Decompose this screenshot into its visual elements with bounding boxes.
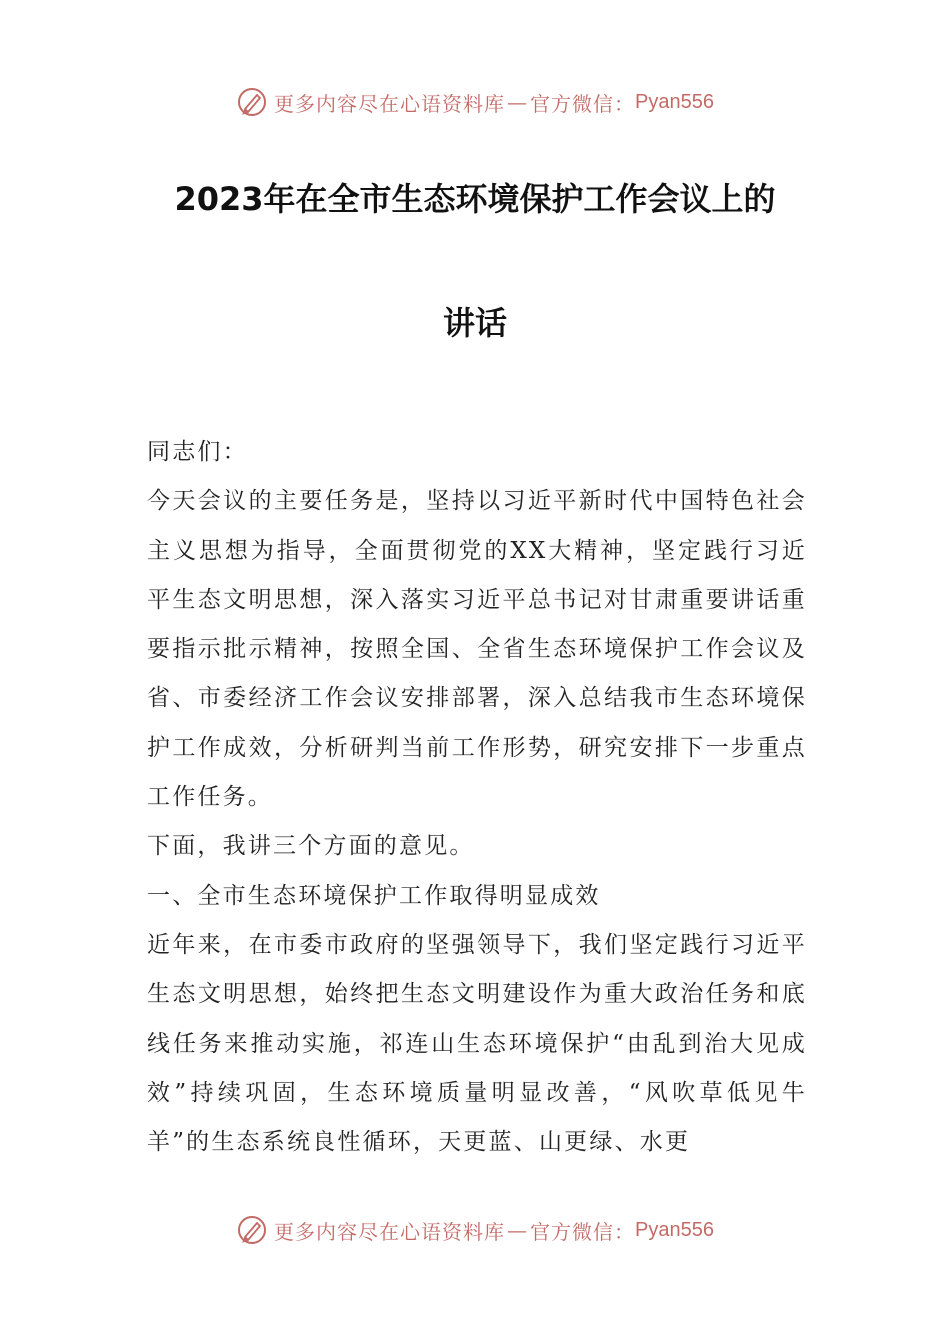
watermark-dash: — <box>507 90 529 114</box>
watermark-site-name: 更多内容尽在心语资料库 <box>274 1219 506 1244</box>
watermark-wechat-label: 官方微信： <box>530 91 636 116</box>
document-title-line2: 讲话 <box>442 304 507 342</box>
watermark-site-name: 更多内容尽在心语资料库 <box>274 91 506 116</box>
document-title-line1: 2023年在全市生态环境保护工作会议上的 <box>174 180 776 218</box>
paragraph-outline: 下面，我讲三个方面的意见。 <box>147 833 475 860</box>
paragraph-achievements: 近年来，在市委市政府的坚强领导下，我们坚定践行习近平生态文明思想，始终把生态文明建设作为重大政治任务和底线任务来推动实施，祁连山生态环境保护“由乱到治大见成效”持续巩固，生态环境质量明显改善，“风吹草低见牛羊”的生态系统良性循环，天更蓝、山更绿、水更 <box>147 931 807 1156</box>
watermark-wechat-id: Pyan556 <box>635 1218 714 1241</box>
pen-logo-icon <box>236 1214 268 1246</box>
paragraph-meeting-task: 今天会议的主要任务是，坚持以习近平新时代中国特色社会主义思想为指导，全面贯彻党的XX大精神，坚定践行习近平生态文明思想，深入落实习近平总书记对甘肃重要讲话重要指示批示精神，按照全国、全省生态环境保护工作会议及省、市委经济工作会议安排部署，深入总结我市生态环境保护工作成效，分析研判当前工作形势，研究安排下一步重点工作任务。 <box>147 488 807 811</box>
watermark-footer <box>0 1210 950 1250</box>
pen-logo-icon <box>236 86 268 118</box>
watermark-header <box>0 82 950 122</box>
document-body <box>147 428 807 1167</box>
watermark-wechat-label: 官方微信： <box>530 1219 636 1244</box>
watermark-dash: — <box>507 1218 529 1242</box>
section-heading-1: 一、全市生态环境保护工作取得明显成效 <box>147 882 601 909</box>
paragraph-salutation: 同志们： <box>147 439 248 465</box>
watermark-wechat-id: Pyan556 <box>635 90 714 113</box>
